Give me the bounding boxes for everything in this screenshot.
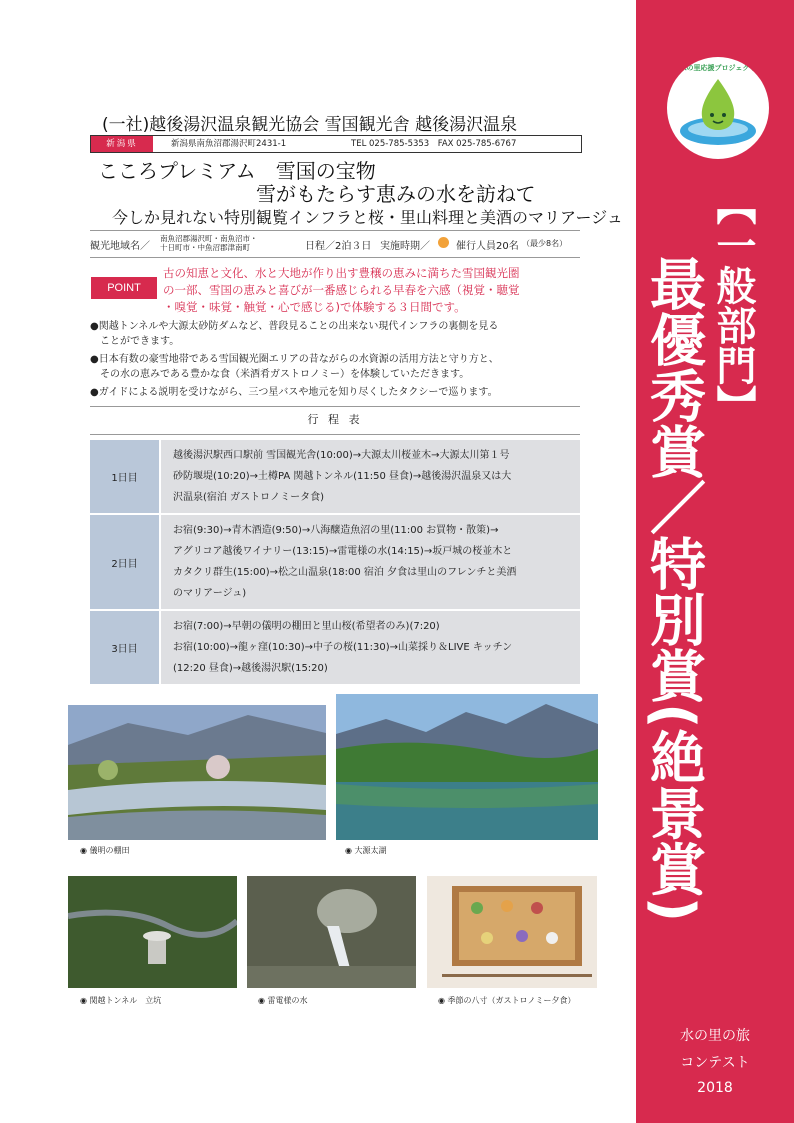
lake-photo (336, 694, 598, 840)
title-line-2: 雪がもたらす恵みの水を訪ねて (256, 182, 536, 206)
itinerary-line: お宿(10:00)→龍ヶ窪(10:30)→中子の桜(11:30)→山菜採り＆LIVE キッチン (173, 642, 513, 653)
day-itinerary (160, 440, 580, 514)
day-itinerary (160, 514, 580, 610)
day-label: 1日目 (90, 440, 160, 514)
divider (90, 406, 580, 407)
photo-caption: ◉ 関越トンネル 立坑 (80, 995, 161, 1006)
bullet-item (90, 320, 590, 349)
award-category: 【一般部門】 (710, 185, 756, 425)
organization-name: (一社)越後湯沢温泉観光協会 雪国観光舎 越後湯沢温泉 (102, 115, 518, 135)
itinerary-line: お宿(7:00)→早朝の儀明の棚田と里山桜(希望者のみ)(7:20) (173, 621, 440, 632)
point-line: ・嗅覚・味覚・触覚・心で感じる)で体験する３日間です。 (163, 300, 466, 314)
point-line: の一部、雪国の恵みと喜びが一番感じられる早春を六感（視覚・聴覚 (163, 283, 520, 297)
contest-name-1: 水の里の旅 (680, 1028, 750, 1044)
rice-terrace-photo (68, 705, 326, 840)
contact-text: TEL 025-785-5353 FAX 025-785-6767 (351, 139, 517, 149)
photo-caption: ◉ 雷電様の水 (258, 995, 308, 1006)
participants: 催行人員20名 (456, 241, 519, 252)
point-badge: POINT (91, 277, 157, 299)
bullet-item (90, 386, 590, 401)
bullet-line: ●ガイドによる説明を受けながら、三つ星バスや地元を知り尽くしたタクシーで巡ります。 (90, 387, 498, 398)
schedule-table (90, 440, 580, 686)
itinerary-line: お宿(9:30)→青木酒造(9:50)→八海醸造魚沼の里(11:00 お買物・散策)→ (173, 525, 499, 536)
photo-caption: ◉ 儀明の棚田 (80, 845, 130, 856)
area-value-2: 十日町市・中魚沼郡津南町 (160, 243, 250, 252)
contest-year: 2018 (697, 1080, 733, 1096)
bullet-line: ことができます。 (90, 335, 180, 347)
contest-name-2: コンテスト (680, 1055, 750, 1071)
area-value-1: 南魚沼郡湯沢町・南魚沼市・ (160, 234, 258, 243)
project-logo (667, 57, 769, 159)
point-line: 古の知恵と文化、水と大地が作り出す豊穣の恵みに満ちた雪国観光圏 (163, 266, 520, 280)
table-row (90, 514, 580, 610)
address-bar (90, 135, 582, 153)
table-row (90, 610, 580, 685)
duration: 日程／2泊３日 (305, 241, 372, 252)
bullet-item (90, 353, 590, 382)
day-label: 3日目 (90, 610, 160, 685)
period-label: 実施時期／ (380, 241, 430, 252)
itinerary-line: カタクリ群生(15:00)→松之山温泉(18:00 宿泊 夕食は里山のフレンチと美酒 (173, 567, 517, 578)
area-label: 観光地域名／ (90, 241, 150, 252)
hassun-dish-photo (427, 876, 597, 988)
day-itinerary (160, 610, 580, 685)
tunnel-shaft-photo (68, 876, 237, 988)
address-text: 新潟県南魚沼郡湯沢町2431-1 (171, 139, 287, 149)
title-line-1: こころプレミアム 雪国の宝物 (98, 159, 376, 183)
schedule-title: 行 程 表 (307, 413, 363, 426)
bullet-line: ●関越トンネルや大源太砂防ダムなど、普段見ることの出来ない現代インフラの裏側を見る (90, 321, 499, 332)
itinerary-line: のマリアージュ) (173, 588, 247, 599)
table-row (90, 440, 580, 514)
divider (90, 257, 580, 258)
itinerary-line: 沢温泉(宿泊 ガストロノミータ食) (173, 492, 324, 503)
itinerary-line: (12:20 昼食)→越後湯沢駅(15:20) (173, 663, 328, 674)
bullet-line: ●日本有数の豪雪地帯である雪国観光圏エリアの昔ながらの水資源の活用方法と守り方と、 (90, 354, 499, 365)
subtitle: 今しか見れない特別観覧インフラと桜・里山料理と美酒のマリアージュ (112, 208, 623, 227)
prefecture-badge: 新潟県 (91, 136, 153, 152)
divider (90, 434, 580, 435)
clock-icon (438, 237, 449, 248)
photo-caption: ◉ 大源太湖 (345, 845, 387, 856)
bullet-line: その水の恵みである豊かな食（米酒肴ガストロノミー）を体験していただきます。 (90, 368, 470, 380)
point-text (163, 265, 593, 316)
divider (90, 230, 580, 231)
raiden-water-photo (247, 876, 416, 988)
minimum-participants: （最少8名） (522, 239, 568, 248)
logo-text: 水の里応援プロジェクト (679, 64, 757, 72)
award-title: 最優秀賞／特別賞(絶景賞) (641, 255, 706, 923)
itinerary-line: 越後湯沢駅西口駅前 雪国観光舎(10:00)→大源太川桜並木→大源太川第１号 (173, 450, 510, 461)
itinerary-line: アグリコア越後ワイナリー(13:15)→雷電様の水(14:15)→坂戸城の桜並木と (173, 546, 513, 557)
itinerary-line: 砂防堰堤(10:20)→土樽PA 関越トンネル(11:50 昼食)→越後湯沢温泉又は大 (173, 471, 512, 482)
photo-caption: ◉ 季節の八寸（ガストロノミー夕食） (438, 995, 576, 1006)
day-label: 2日目 (90, 514, 160, 610)
